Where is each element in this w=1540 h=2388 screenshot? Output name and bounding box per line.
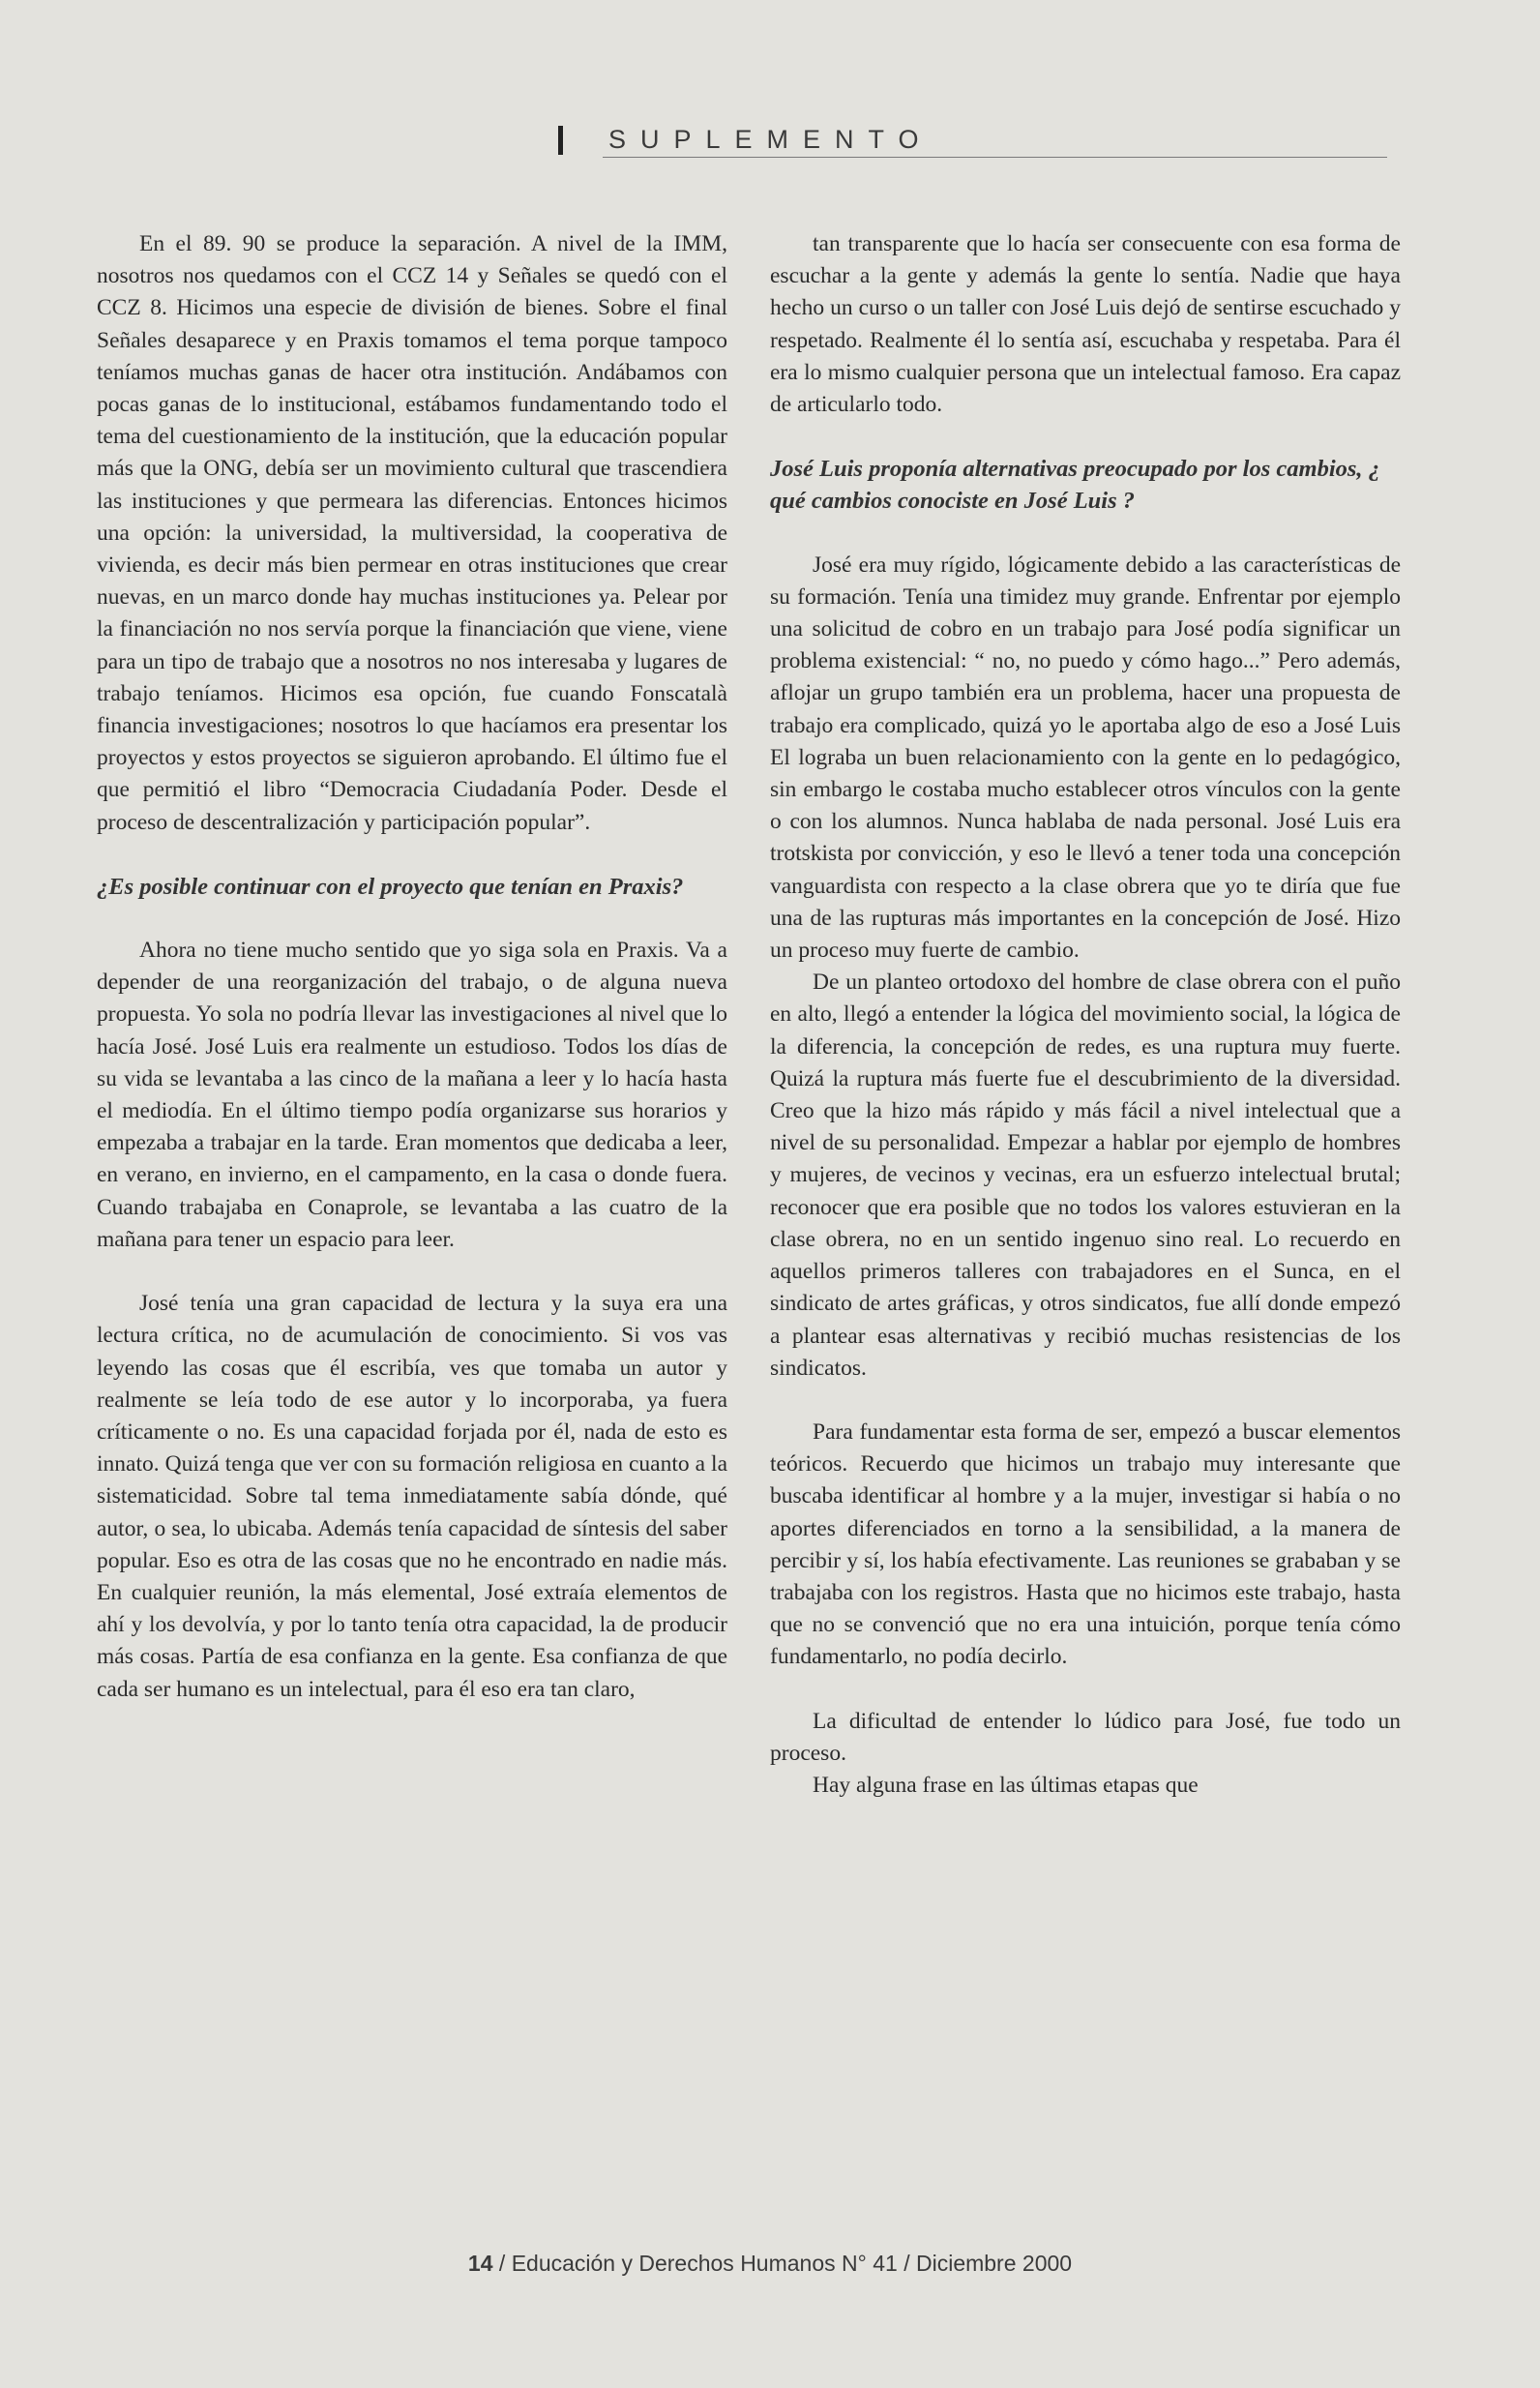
- paragraph: José era muy rígido, lógicamente debido a las características de su formación. Tenía una timidez muy grande. Enfrentar por ejemplo una solicitud de cobro en un trabajo para José podía significar un problema existencial: “ no, no puedo y cómo hago...” Pero además, aflojar un grupo también era un problema, hacer una propuesta de trabajo era complicado, quizá yo le aportaba algo de eso a José Luis El lograba un buen relacionamiento con la gente en lo pedagógico, sin embargo le costaba mucho establecer otros vínculos con la gente o con los alumnos. Nunca hablaba de nada personal. José Luis era trotskista por convicción, y eso le llevó a tener toda una concepción vanguardista con respecto a la clase obrera que yo te diría que fue una de las rupturas más importantes en la concepción de José. Hizo un proceso muy fuerte de cambio.: [770, 552, 1401, 964]
- paragraph: En el 89. 90 se produce la separación. A nivel de la IMM, nosotros nos quedamos con el CCZ 14 y Señales se quedó con el CCZ 8. Hicimos una especie de división de bienes. Sobre el final Señales desaparece y en Praxis tomamos el tema porque tampoco teníamos muchas ganas de hacer otra institución. Andábamos con pocas ganas de lo institucional, estábamos fundamentando todo el tema del cuestionamiento de la institución, que la educación popular más que la ONG, debía ser un movimiento cultural que trascendiera las instituciones y que permeara las diferencias. Entonces hicimos una opción: la universidad, la multiversidad, la cooperativa de vivienda, es decir más bien permear en otras instituciones que crear nuevas, en un marco donde hay muchas instituciones ya. Pelear por la financiación no nos servía porque la financiación que viene, viene para un tipo de trabajo que a nosotros no nos interesaba y lugares de trabajo teníamos. Hicimos esa opción, fue cuando Fonscatalà financia investigaciones; nosotros lo que hacíamos era presentar los proyectos y estos proyectos se siguieron aprobando. El último fue el que permitió el libro “Democracia Ciudadanía Poder. Desde el proceso de descentralización y participación popular”.: [97, 231, 727, 835]
- paragraph: Para fundamentar esta forma de ser, empezó a buscar elementos teóricos. Recuerdo que hicimos un trabajo muy interesante que buscaba identificar al hombre y a la mujer, investigar si había o no aportes diferenciados en torno a la sensibilidad, a la manera de percibir y sí, los había efectivamente. Las reuniones se grababan y se trabajaba con los registros. Hasta que no hicimos este trabajo, hasta que no se convenció que no era una intuición, porque tenía cómo fundamentarlo, no podía decirlo.: [770, 1418, 1401, 1670]
- interview-question: ¿Es posible continuar con el proyecto que tenían en Praxis?: [97, 873, 684, 900]
- header-marker-bar: [558, 126, 563, 155]
- page-footer: [0, 2251, 1540, 2277]
- interview-question: José Luis proponía alternativas preocupado por los cambios, ¿ qué cambios conociste en José Luis ?: [770, 456, 1380, 515]
- footer-separator: /: [498, 2251, 506, 2276]
- page-number: 14: [467, 2251, 493, 2276]
- paragraph: José tenía una gran capacidad de lectura y la suya era una lectura crítica, no de acumulación de conocimiento. Si vos vas leyendo las cosas que él escribía, ves que tomaba un autor y realmente se leía todo de ese autor y lo incorporaba, ya fuera críticamente o no. Es una capacidad forjada por él, nada de esto es innato. Quizá tenga que ver con su formación religiosa en cuanto a la sistematicidad. Sobre tal tema inmediatamente sabía dónde, qué autor, o sea, lo ubicaba. Además tenía capacidad de síntesis del saber popular. Eso es otra de las cosas que no he encontrado en nadie más. En cualquier reunión, la más elemental, José extraía elementos de ahí y los devolvía, y por lo tanto tenía otra capacidad, la de producir más cosas. Partía de esa confianza en la gente. Esa confianza de que cada ser humano es un intelectual, para él eso era tan claro,: [97, 1291, 727, 1702]
- paragraph: La dificultad de entender lo lúdico para José, fue todo un proceso.: [770, 1708, 1401, 1766]
- paragraph: De un planteo ortodoxo del hombre de clase obrera con el puño en alto, llegó a entender la lógica del movimiento social, la lógica de la diferencia, la concepción de redes, es una ruptura muy fuerte. Quizá la ruptura más fuerte fue el descubrimiento de la diversidad. Creo que la hizo más rápido y más fácil a nivel intelectual que a nivel de su personalidad. Empezar a hablar por ejemplo de hombres y mujeres, de vecinos y vecinas, era un esfuerzo intelectual brutal; reconocer que era posible que no todos los valores estuvieran en la clase obrera, no en un sentido ingenuo sino real. Lo recuerdo en aquellos primeros talleres con trabajadores en el Sunca, en el sindicato de artes gráficas, y otros sindicatos, fue allí donde empezó a plantear esas alternativas y recibió muchas resistencias de los sindicatos.: [770, 970, 1401, 1381]
- paragraph: Hay alguna frase en las últimas etapas que: [813, 1772, 1199, 1798]
- publication-name: Educación y Derechos Humanos N° 41: [511, 2251, 898, 2276]
- left-column: [97, 228, 727, 1706]
- issue-date: Diciembre 2000: [915, 2251, 1073, 2276]
- page-header: [558, 122, 1387, 161]
- paragraph: tan transparente que lo hacía ser consecuente con esa forma de escuchar a la gente y además la gente lo sentía. Nadie que haya hecho un curso o un taller con José Luis dejó de sentirse escuchado y respetado. Realmente él lo sentía así, escuchaba y respetaba. Para él era lo mismo cualquier persona que un intelectual famoso. Era capaz de articularlo todo.: [770, 231, 1401, 418]
- section-label: SUPLEMENTO: [608, 125, 933, 154]
- paragraph: Ahora no tiene mucho sentido que yo siga sola en Praxis. Va a depender de una reorganización del trabajo, o de alguna nueva propuesta. Yo sola no podría llevar las investigaciones al nivel que lo hacía José. José Luis era realmente un estudioso. Todos los días de su vida se levantaba a las cinco de la mañana a leer y lo hacía hasta el mediodía. En el último tiempo podía organizarse sus horarios y empezaba a trabajar en la tarde. Eran momentos que dedicaba a leer, en verano, en invierno, en el campamento, en la casa o donde fuera. Cuando trabajaba en Conaprole, se levantaba a las cuatro de la mañana para tener un espacio para leer.: [97, 938, 727, 1252]
- footer-separator: /: [903, 2251, 910, 2276]
- right-column: [770, 228, 1401, 1802]
- header-rule: [603, 157, 1387, 158]
